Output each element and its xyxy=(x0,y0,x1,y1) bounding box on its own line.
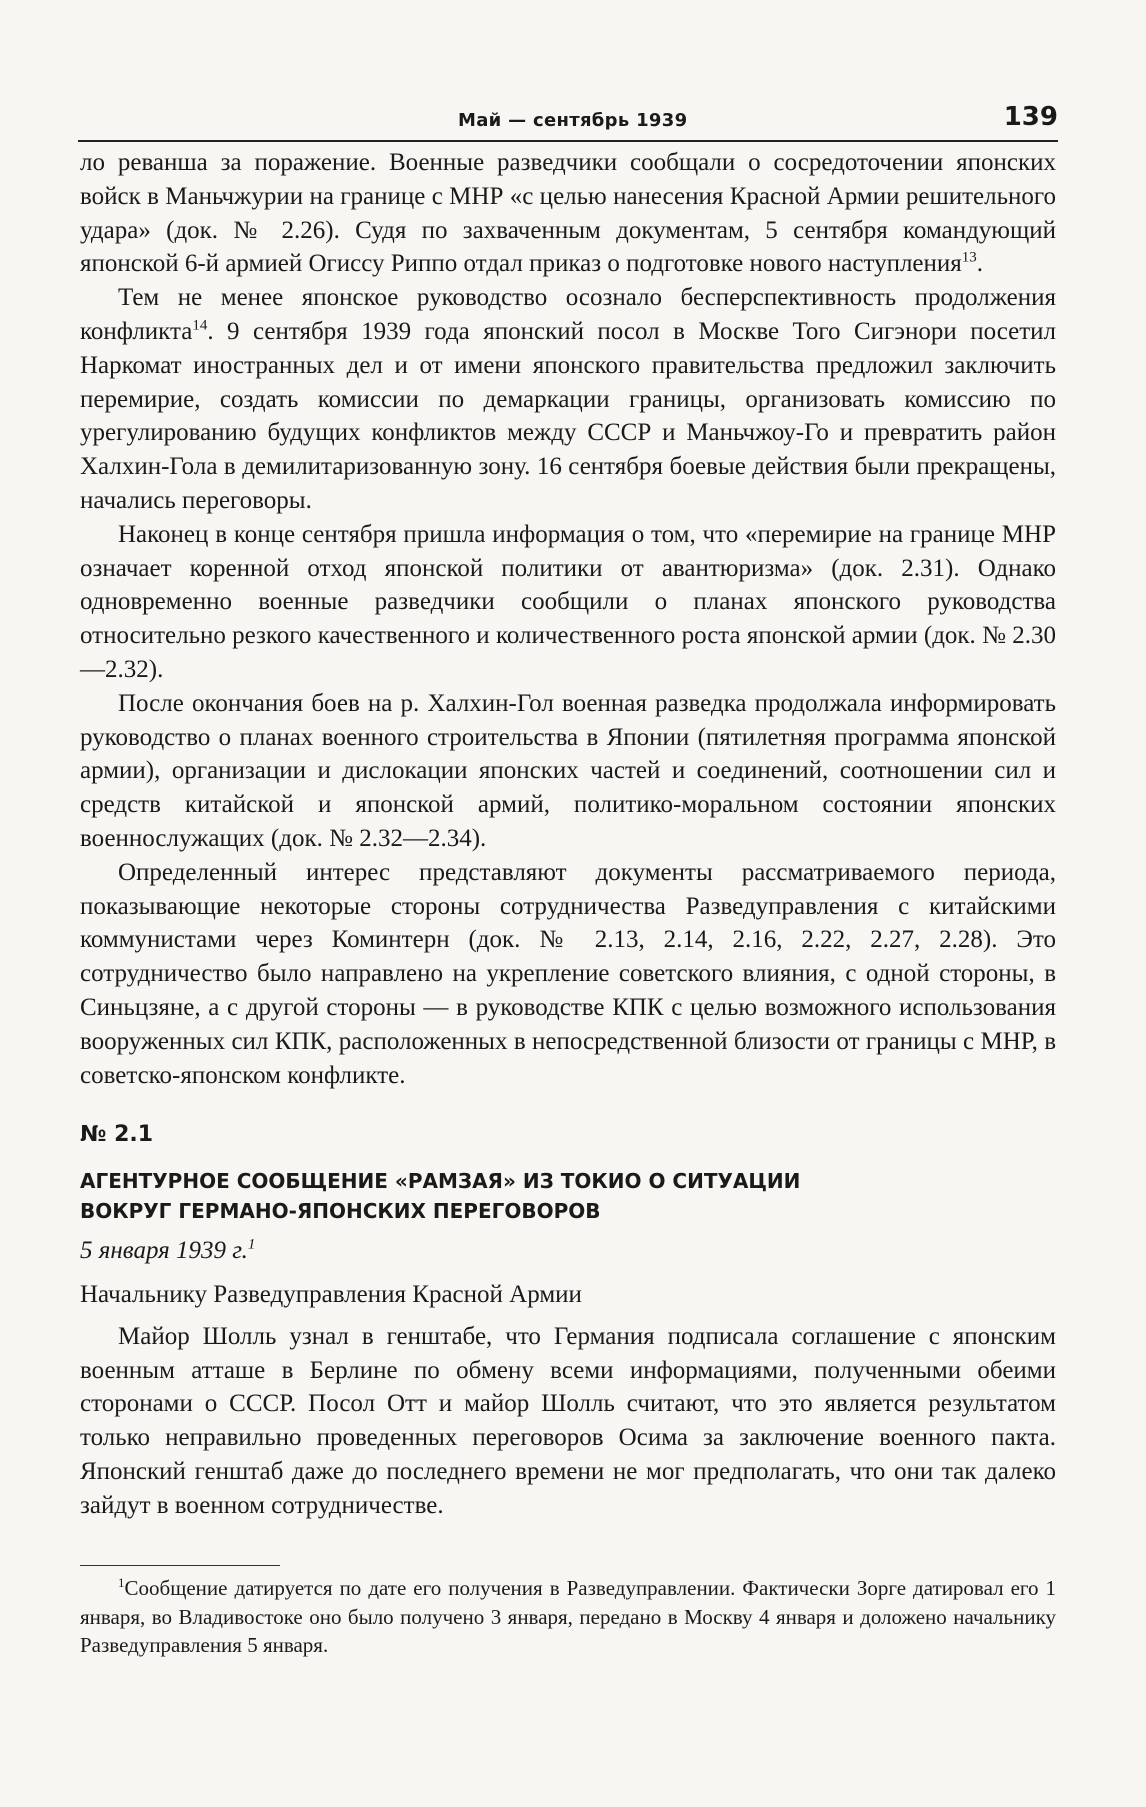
document-title xyxy=(80,1166,1056,1226)
paragraph: Тем не менее японское руководство осознало бесперспективность продолжения конфликта$^{14}$. 9 сентября 1939 года японский посол в Москве Того Сигэнори посетил Наркомат иностранных дел и от имени японского правительства предложил заключить перемирие, создать комиссии по демаркации границы, организовать комиссию по урегулированию будущих конфликтов между СССР и Маньчжоу-Го и превратить район Халхин-Гола в демилитаризованную зону. 16 сентября боевые действия были прекращены, начались переговоры. xyxy=(80,284,1056,514)
paragraph: Определенный интерес представляют документы рассматриваемого периода, показывающие некоторые стороны сотрудничества Разведуправления с китайскими коммунистами через Коминтерн (док. № 2.13, 2.14, 2.16, 2.22, 2.27, 2.28). Это сотрудничество было направлено на укрепление советского влияния, с одной стороны, в Синьцзяне, а с другой стороны — в руководстве КПК с целью возможного использования вооруженных сил КПК, расположенных в непосредственной близости от границы с МНР, в советско-японском конфликте. xyxy=(80,858,1056,1089)
paragraph: После окончания боев на р. Халхин-Гол военная разведка продолжала информировать руководство о планах военного строительства в Японии (пятилетняя программа японской армии), организации и дислокации японских частей и соединений, соотношении сил и средств китайской и японской армий, политико-моральном состоянии японских военнослужащих (док. № 2.32—2.34). xyxy=(80,689,1056,852)
document-title-line: АГЕНТУРНОЕ СООБЩЕНИЕ «РАМЗАЯ» ИЗ ТОКИО О СИТУАЦИИ xyxy=(80,1169,801,1194)
document-date: 5 января 1939 г.$^1$ xyxy=(80,1236,256,1265)
main-text xyxy=(80,146,1056,1522)
footnote: $^1$Сообщение датируется по дате его получения в Разведуправлении. Фактически Зорге датировал его 1 января, во Владивостоке оно было получено 3 января, передано в Москву 4 января и доложено начальнику Разведуправления 5 января. xyxy=(80,1575,1056,1657)
paragraph: Наконец в конце сентября пришла информация о том, что «перемирие на границе МНР означает коренной отход японской политики от авантюризма» (док. 2.31). Однако одновременно военные разведчики сообщили о планах японского руководства относительно резкого качественного и количественного роста японской армии (док. № 2.30—2.32). xyxy=(80,520,1056,683)
running-title: Май — сентябрь 1939 xyxy=(458,110,688,131)
footnote-ref: 13 xyxy=(961,250,977,267)
paragraph: ло реванша за поражение. Военные разведчики сообщали о сосредоточении японских войск в Маньчжурии на границе с МНР «с целью нанесения Красной Армии решительного удара» (док. № 2.26). Судя по захваченным документам, 5 сентября командующий японской 6-й армией Огиссу Риппо отдал приказ о подготовке нового наступления$^{13}$. xyxy=(80,149,1056,278)
footnote-ref: 14 xyxy=(192,317,208,334)
footnote-ref: 1 xyxy=(247,1236,256,1253)
document-title-line: ВОКРУГ ГЕРМАНО-ЯПОНСКИХ ПЕРЕГОВОРОВ xyxy=(80,1199,601,1224)
footnote-marker: 1 xyxy=(118,1575,125,1590)
document-body: Майор Шолль узнал в генштабе, что Германия подписала соглашение с японским военным атташе в Берлине по обмену всеми информациями, полученными обеими сторонами о СССР. Посол Отт и майор Шолль считают, что это является результатом только неправильно проведенных переговоров Осима за заключение военного пакта. Японский генштаб даже до последнего времени не мог предполагать, что они так далеко зайдут в военном сотрудничестве. xyxy=(80,1322,1056,1519)
document-addressee: Начальнику Разведуправления Красной Армии xyxy=(80,1280,582,1308)
page-number: 139 xyxy=(1003,102,1058,132)
footnote-rule xyxy=(80,1565,280,1566)
header-rule xyxy=(78,140,1058,142)
running-head xyxy=(78,100,1058,140)
document-number: № 2.1 xyxy=(80,1122,154,1148)
